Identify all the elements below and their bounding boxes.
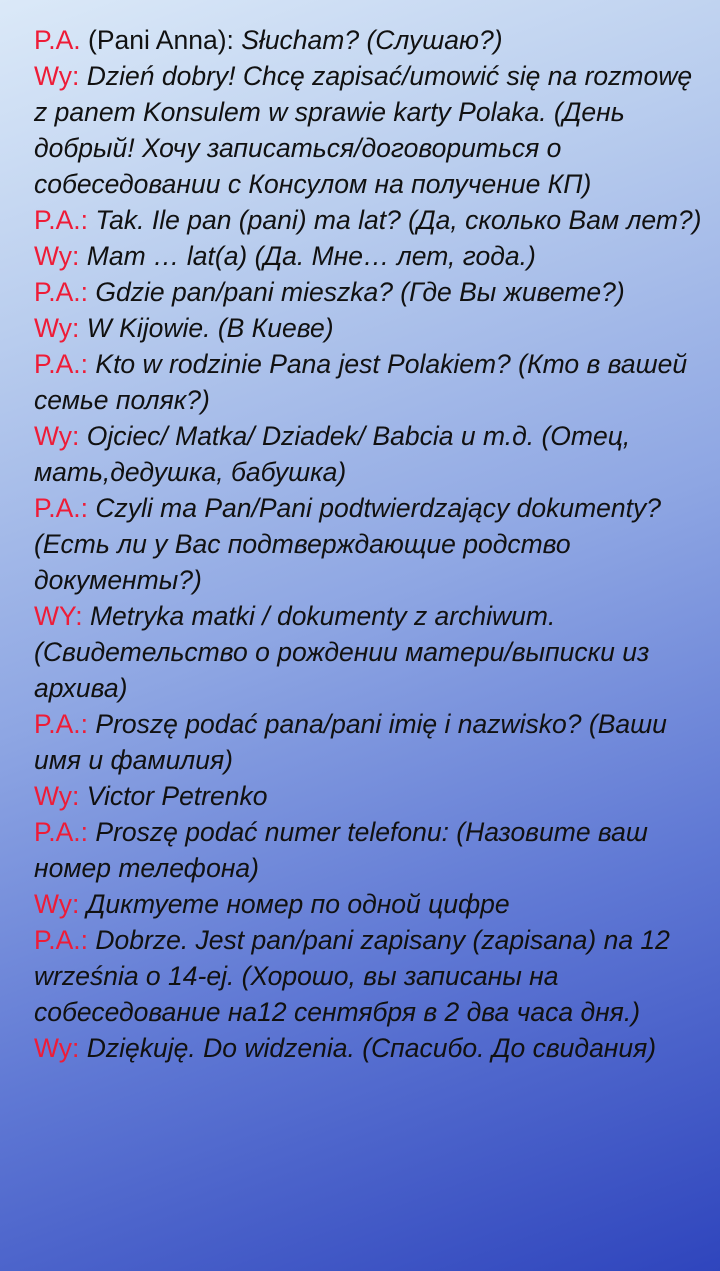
dialogue-line [34,346,706,418]
speaker-label: P.A. [34,25,81,55]
speaker-label: P.A.: [34,925,89,955]
dialogue-text-line: Dziękuję. Do widzenia. (Спасибо. До свидания) [79,1033,657,1063]
dialogue-text-line: Victor Petrenko [79,781,268,811]
dialogue-text-line: Gdzie pan/pani mieszka? (Где Вы живете?) [88,277,625,307]
dialogue-text-line: Proszę podać pana/pani imię i nazwisko? (Ваши имя и фамилия) [34,709,667,775]
dialogue-line [34,814,706,886]
dialogue-line [34,706,706,778]
speaker-label: P.A.: [34,817,89,847]
dialogue-line [34,922,706,1030]
speaker-label: Wy: [34,1033,80,1063]
speaker-label: P.A.: [34,277,89,307]
speaker-label: Wy: [34,889,80,919]
dialogue-text-line: Диктуете номер по одной цифре [79,889,510,919]
dialogue-line [34,598,706,706]
dialogue-text-line: Metryka matki / dokumenty z archiwum. (Свидетельство о рождении матери/выписки из архива) [34,601,650,703]
speaker-label: P.A.: [34,709,89,739]
dialogue-line [34,274,706,310]
speaker-label: Wy: [34,61,80,91]
speaker-label: Wy: [34,781,80,811]
speaker-label: P.A.: [34,493,89,523]
dialogue-line [34,778,706,814]
dialogue-line [34,202,706,238]
dialogue-line [34,490,706,598]
speaker-label: Wy: [34,313,80,343]
speaker-label: P.A.: [34,205,89,235]
dialogue-text-line: Tak. Ile pan (pani) ma lat? (Да, сколько Вам лет?) [88,205,702,235]
dialogue-line [34,418,706,490]
dialogue-line [34,1030,706,1066]
dialogue-text-line: Proszę podać numer telefonu: (Назовите ваш номер телефона) [34,817,648,883]
speaker-label: Wy: [34,241,80,271]
speaker-label: WY: [34,601,83,631]
speaker-name-note: (Pani Anna): [88,25,242,55]
dialogue-line [34,22,706,58]
dialogue-text-line: Dobrze. Jest pan/pani zapisany (zapisana) na 12 września o 14-ej. (Хорошо, вы записаны на собеседование на12 сентября в 2 два часа дня.) [34,925,670,1027]
dialogue-line [34,310,706,346]
dialogue-line [34,238,706,274]
dialogue-text-line: Kto w rodzinie Pana jest Polakiem? (Кто в вашей семье поляк?) [34,349,688,415]
speaker-label: Wy: [34,421,80,451]
dialogue-text-line: Mam … lat(a) (Да. Мне… лет, года.) [79,241,536,271]
dialogue-text-line: Dzień dobry! Chcę zapisać/umowić się na rozmowę z panem Konsulem w sprawie karty Polaka. (День добрый! Хочу записаться/договориться о собеседовании с Консулом на получение КП) [34,61,693,199]
dialogue-text-line: Słucham? (Слушаю?) [241,25,503,55]
dialogue-text-line: Ojciec/ Matka/ Dziadek/ Babcia и т.д. (Отец, мать,дедушка, бабушка) [34,421,631,487]
dialogue-text-line: Czyli ma Pan/Pani podtwierdzający dokumenty? (Есть ли у Вас подтверждающие родство документы?) [34,493,662,595]
dialogue-text [34,22,706,1066]
dialogue-line [34,58,706,202]
speaker-label: P.A.: [34,349,89,379]
dialogue-text-line: W Kijowie. (В Киеве) [79,313,334,343]
dialogue-line [34,886,706,922]
